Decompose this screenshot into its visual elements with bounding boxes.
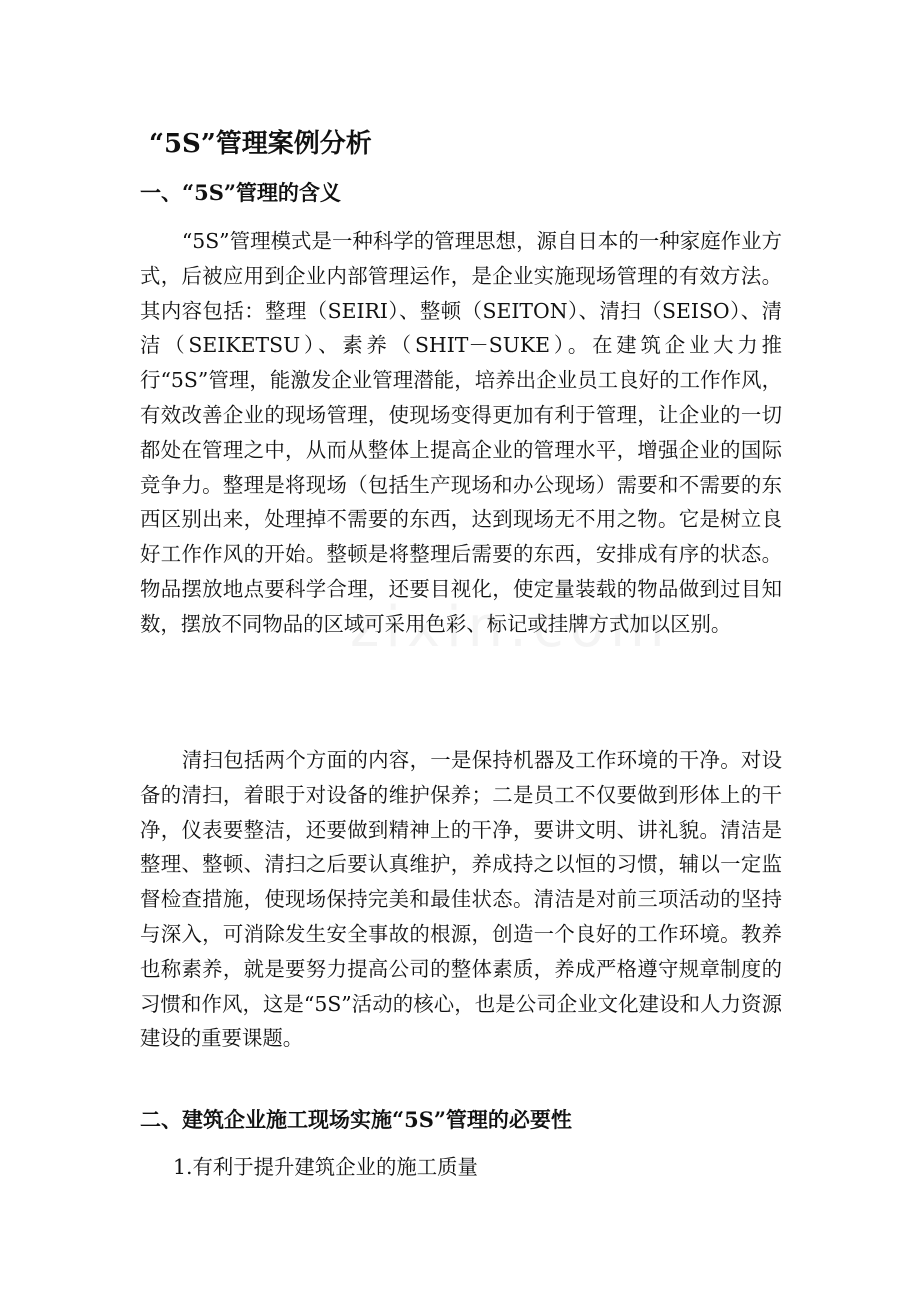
paragraph-1: “5S”管理模式是一种科学的管理思想，源自日本的一种家庭作业方式，后被应用到企业内部管理运作，是企业实施现场管理的有效方法。其内容包括：整理（SEIRI）、整顿（SEITON）、清扫（SEISO）、清洁（SEIKETSU）、素养（SHIT－SUKE）。在建筑企业大力推行“5S”管理，能激发企业管理潜能，培养出企业员工良好的工作作风，有效改善企业的现场管理，使现场变得更加有利于管理，让企业的一切都处在管理之中，从而从整体上提高企业的管理水平，增强企业的国际竞争力。整理是将现场（包括生产现场和办公现场）需要和不需要的东西区别出来，处理掉不需要的东西，达到现场无不用之物。它是树立良好工作作风的开始。整顿是将整理后需要的东西，安排成有序的状态。物品摆放地点要科学合理，还要目视化，使定量装载的物品做到过目知数，摆放不同物品的区域可采用色彩、标记或挂牌方式加以区别。	[140, 229, 782, 636]
subsection-heading-1: 1.有利于提升建筑企业的施工质量	[173, 1155, 478, 1179]
section-heading-2: 二、建筑企业施工现场实施“5S”管理的必要性	[140, 1107, 572, 1132]
document-title: “5S”管理案例分析	[149, 129, 372, 159]
section-heading-1: 一、“5S”管理的含义	[140, 180, 341, 205]
paragraph-2: 清扫包括两个方面的内容，一是保持机器及工作环境的干净。对设备的清扫，着眼于对设备的维护保养；二是员工不仅要做到形体上的干净，仪表要整洁，还要做到精神上的干净，要讲文明、讲礼貌。清洁是整理、整顿、清扫之后要认真维护，养成持之以恒的习惯，辅以一定监督检查措施，使现场保持完美和最佳状态。清洁是对前三项活动的坚持与深入，可消除发生安全事故的根源，创造一个良好的工作环境。教养也称素养，就是要努力提高公司的整体素质，养成严格遵守规章制度的习惯和作风，这是“5S”活动的核心，也是公司企业文化建设和人力资源建设的重要课题。	[140, 748, 782, 1051]
